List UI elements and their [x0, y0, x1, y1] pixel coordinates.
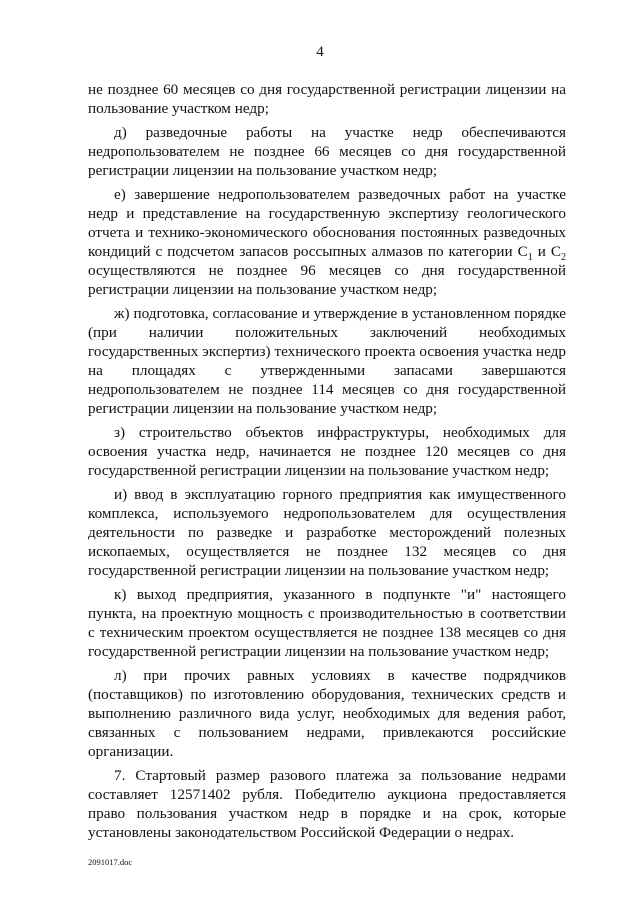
paragraph: 7. Стартовый размер разового платежа за пользование недрами составляет 12571402 рубля. Победителю аукциона предоставляется право пользования участком недр в порядке и на срок, которые установлены законодательством Российской Федерации о недрах.	[88, 767, 566, 841]
paragraph: з) строительство объектов инфраструктуры, необходимых для освоения участка недр, начинается не позднее 120 месяцев со дня государственной регистрации лицензии на пользование участком недр;	[88, 424, 566, 479]
footer-filename: 2091017.doc	[88, 857, 133, 867]
paragraph: л) при прочих равных условиях в качестве подрядчиков (поставщиков) по изготовлению оборудования, технических средств и выполнению различного вида услуг, необходимых для ведения работ, связанных с пользованием недрами, привлекаются российские организации.	[88, 667, 566, 760]
paragraph: ж) подготовка, согласование и утверждение в установленном порядке (при наличии положительных заключений необходимых государственных экспертиз) технического проекта освоения участка недр на площадях с утвержденными запасами завершаются недропользователем не позднее 114 месяцев со дня государственной регистрации лицензии на пользование участком недр;	[88, 305, 566, 417]
paragraph: е) завершение недропользователем разведочных работ на участке недр и представление на государственную экспертизу геологического отчета и технико-экономического обоснования постоянных разведочных кондиций с подсчетом запасов россыпных алмазов по категории $C_1$ и $C_2$ осуществляются не позднее 96 месяцев со дня государственной регистрации лицензии на пользование участком недр;	[88, 186, 566, 298]
paragraph: не позднее 60 месяцев со дня государственной регистрации лицензии на пользование участком недр;	[88, 81, 566, 117]
paragraph: и) ввод в эксплуатацию горного предприятия как имущественного комплекса, используемого недропользователем для осуществления деятельности по разведке и разработке месторождений полезных ископаемых, осуществляется не позднее 132 месяцев со дня государственной регистрации лицензии на пользование участком недр;	[88, 486, 566, 579]
document-body	[88, 80, 566, 847]
paragraph: к) выход предприятия, указанного в подпункте "и" настоящего пункта, на проектную мощность с производительностью в соответствии с техническим проектом осуществляется не позднее 138 месяцев со дня государственной регистрации лицензии на пользование участком недр;	[88, 586, 566, 660]
page-number: 4	[316, 44, 324, 60]
paragraph: д) разведочные работы на участке недр обеспечиваются недропользователем не позднее 66 месяцев со дня государственной регистрации лицензии на пользование участком недр;	[88, 124, 566, 179]
